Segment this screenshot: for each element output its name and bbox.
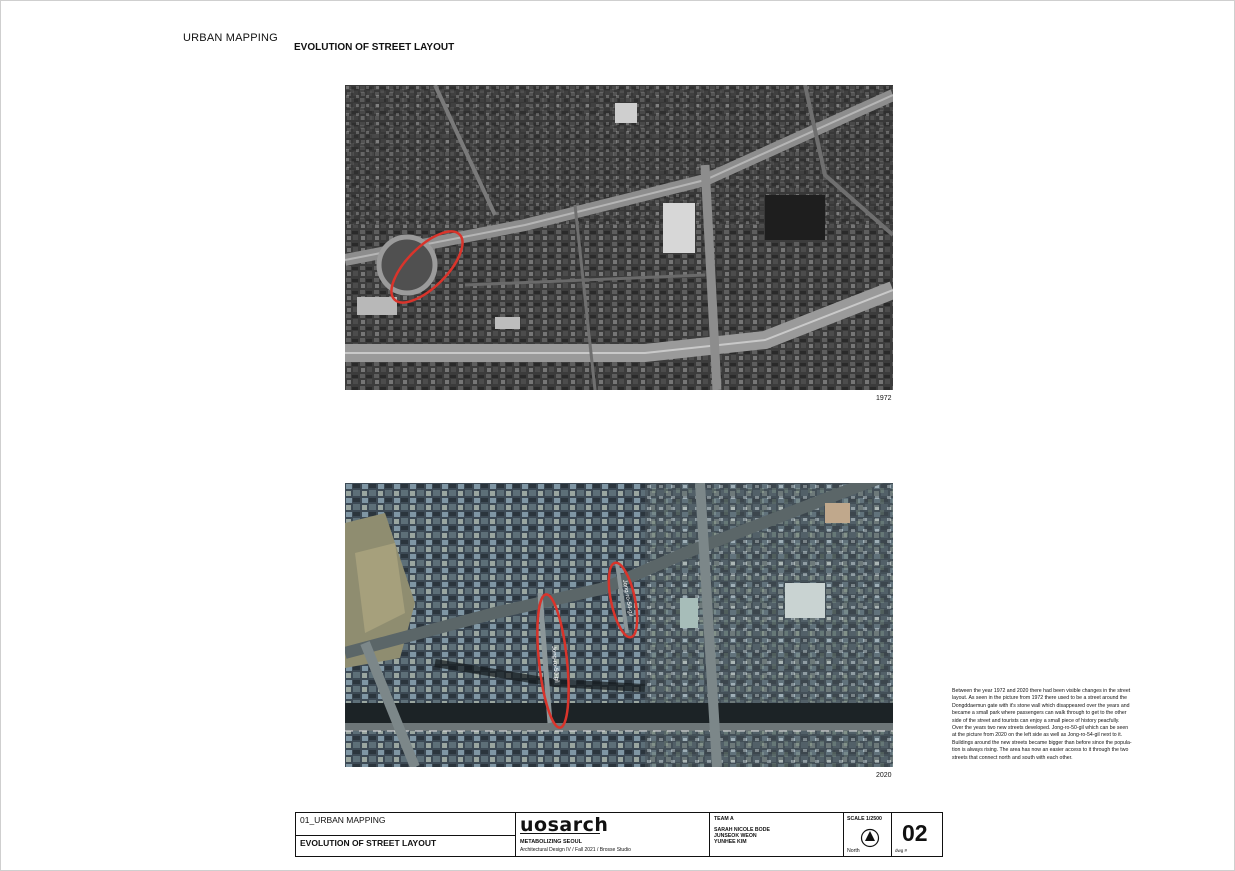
sheet-number: 02 (902, 820, 928, 846)
description-line: tion is always rising. The area has now an easier access to it through the two (952, 747, 1129, 754)
description-line: streets that connect north and south with each other. (952, 754, 1073, 761)
description-line: side of the street and tourists can enjoy a small piece of history peacfully. (952, 717, 1120, 724)
page-subtitle: EVOLUTION OF STREET LAYOUT (294, 42, 455, 53)
north-label: North (847, 848, 860, 854)
description-line: Buildings around the new streets became bigger than before since the popula- (952, 739, 1132, 746)
divider (520, 833, 600, 834)
street-label-jong-ro-50-gil: Jong-ro-50-gil (550, 645, 560, 684)
aerial-photo-1972 (345, 85, 893, 390)
sheet-number-label: dwg # (895, 848, 908, 853)
studio-name: METABOLIZING SEOUL (520, 839, 582, 845)
title-block-scale-cell (844, 813, 892, 856)
title-block-team-cell (710, 813, 844, 856)
description-line: at the picture from 2020 on the left side as well as Jong-ro-54-gil next to it. (952, 732, 1123, 739)
page-title: URBAN MAPPING (183, 32, 278, 44)
scale-label: SCALE 1/2500 (847, 816, 882, 822)
street-label-jong-ro-54-gil: Jong-ro-54-gil (621, 579, 634, 617)
team-member: SARAH NICOLE BODE (714, 827, 770, 833)
team-label: TEAM A (714, 816, 734, 822)
description-line: layout. As seen in the picture from 1972 there used to be a street around the (952, 695, 1128, 702)
description-text (952, 688, 1172, 762)
aerial-photo-2020 (345, 483, 893, 767)
drawing-title: EVOLUTION OF STREET LAYOUT (300, 838, 437, 848)
description-line: became a small park where passengers can walk through to get to the other (952, 710, 1127, 717)
title-block-studio-cell (516, 813, 710, 856)
team-member: JUNSEOK WEON (714, 833, 757, 839)
title-block (295, 812, 943, 857)
description-line: Over the years two new streets developed. Jong-ro-50-gil which can be seen (952, 725, 1129, 732)
description-line: Dongddaemun gate with it's stone wall which disappeared over the years and (952, 702, 1130, 709)
uosarch-logo: uosarch (520, 814, 609, 836)
photo-year-label-2020: 2020 (876, 772, 892, 779)
photo-year-label-1972: 1972 (876, 395, 892, 402)
course-info: Architectural Design IV / Fall 2021 / Brosse Studio (520, 847, 631, 853)
description-line: Between the year 1972 and 2020 there had been visible changes in the street (952, 688, 1131, 694)
team-member: YUNHEE KIM (714, 839, 747, 845)
title-block-project-cell (296, 813, 516, 856)
title-block-sheet-cell (892, 813, 944, 856)
divider (296, 835, 515, 836)
project-name: 01_URBAN MAPPING (300, 815, 386, 825)
north-arrow-icon (860, 828, 880, 848)
